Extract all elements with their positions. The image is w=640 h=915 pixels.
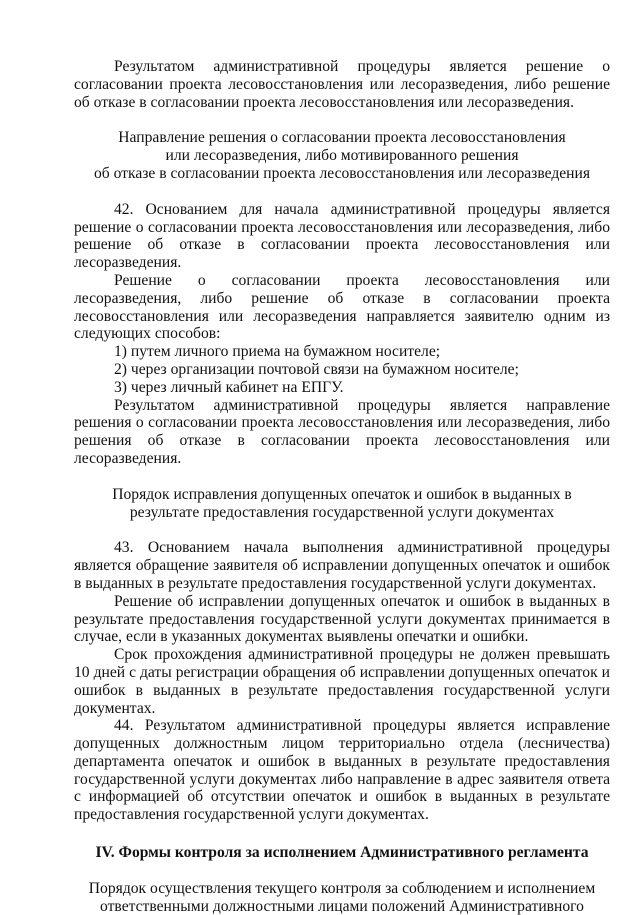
heading-line: ответственными должностными лицами положений Административного <box>100 897 584 915</box>
paragraph-43: 43. Основанием начала выполнения административной процедуры является обращение заявителя об исправлении допущенных опечаток и ошибок в выданных в результате предоставления государственной услуги документах. <box>74 539 610 592</box>
list-item: 2) через организации почтовой связи на бумажном носителе; <box>114 360 519 378</box>
heading-line: Порядок исправления допущенных опечаток и ошибок в выданных в <box>112 485 572 503</box>
section-iv-title: IV. Формы контроля за исполнением Административного регламента <box>95 844 589 862</box>
list-item: 1) путем личного приема на бумажном носителе; <box>114 343 441 361</box>
paragraph-43-decision: Решение об исправлении допущенных опечаток и ошибок в выданных в результате предоставления государственной услуги документах принимается в случае, если в указанных документах выявлены опечатки и ошибки. <box>74 592 610 646</box>
heading-line: результате предоставления государственной услуги документах <box>129 503 555 521</box>
heading-line: Направление решения о согласовании проекта лесовосстановления <box>118 129 566 147</box>
paragraph-44: 44. Результатом административной процедуры является исправление допущенных должностным лицом территориально отдела (лесничества) департамента опечаток и ошибок в выданных в результате предоставления государственной услуги документах либо направление в адрес заявителя ответа с информацией об отсутствии опечаток и ошибок в выданных в результате предоставления государственной услуги документах. <box>74 717 610 824</box>
heading-line: или лесоразведения, либо мотивированного решения <box>165 147 519 165</box>
list-item: 3) через личный кабинет на ЕПГУ. <box>114 378 344 396</box>
heading-direction-of-decision <box>74 129 610 182</box>
heading-correction-order <box>74 486 610 522</box>
heading-line: Порядок осуществления текущего контроля за соблюдением и исполнением <box>88 879 596 897</box>
paragraph-result-intro: Результатом административной процедуры является решение о согласовании проекта лесовосстановления или лесоразведения, либо решение об отказе в согласовании проекта лесовосстановления или лесоразведения. <box>74 58 610 111</box>
paragraph-43-term: Срок прохождения административной процедуры не должен превышать 10 дней с даты регистрации обращения об исправлении допущенных опечаток и ошибок в выданных в результате предоставления государственной услуги документах. <box>74 646 610 717</box>
paragraph-42-send-methods: Решение о согласовании проекта лесовосстановления или лесоразведения, либо решение об отказе в согласовании проекта лесовосстановления или лесоразведения направляется заявителю одним из следующих способов: <box>74 271 610 343</box>
paragraph-42: 42. Основанием для начала административной процедуры является решение о согласовании проекта лесовосстановления или лесоразведения, либо решение об отказе в согласовании проекта лесовосстановления или лесоразведения. <box>74 200 610 272</box>
paragraph-42-result: Результатом административной процедуры является направление решения о согласовании проекта лесовосстановления или лесоразведения, либо решения об отказе в согласовании проекта лесовосстановления или лесоразведения. <box>74 396 610 467</box>
heading-control-order <box>74 880 610 915</box>
heading-line: об отказе в согласовании проекта лесовосстановления или лесоразведения <box>93 164 591 182</box>
